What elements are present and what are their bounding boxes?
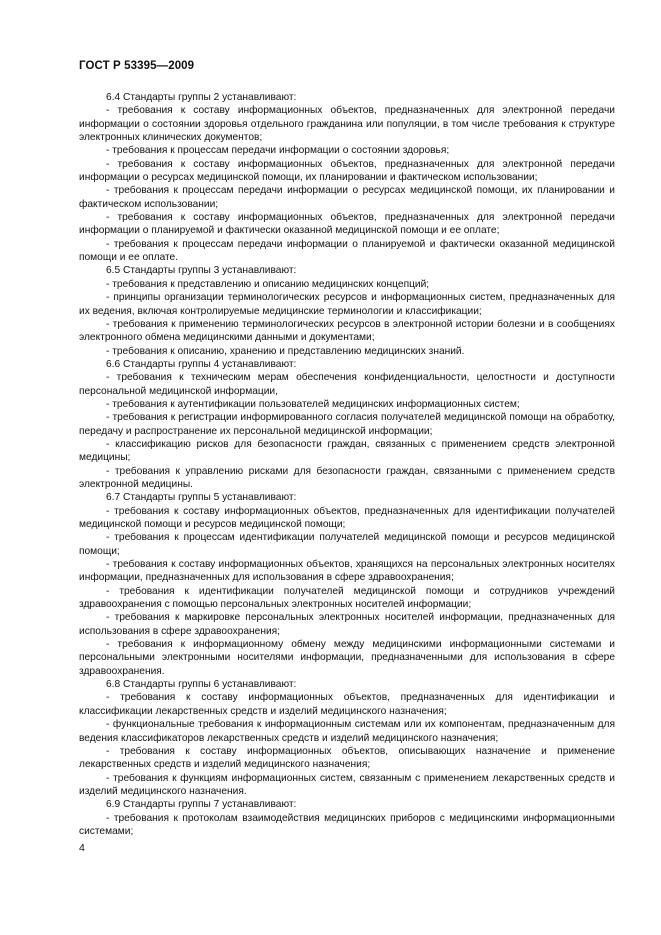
page-number: 4: [79, 842, 85, 854]
paragraph: - функциональные требования к информационным системам или их компонентам, предназначенным для ведения классификаторов лекарственных средств и изделий медицинского назначения;: [79, 719, 615, 744]
paragraph: - требования к информационному обмену между медицинскими информационными системами и персональными электронными носителями информации, предназначенными для использования в сфере здравоохранения.: [79, 639, 615, 677]
paragraph: - требования к представлению и описанию медицинских концепций;: [106, 278, 430, 290]
paragraph: 6.6 Стандарты группы 4 устанавливают:: [106, 358, 297, 370]
paragraph: - классификацию рисков для безопасности граждан, связанных с применением средств электронной медицины;: [79, 438, 615, 464]
paragraph: - требования к идентификации получателей медицинской помощи и сотрудников учреждений здравоохранения с помощью персональных электронных носителей информации;: [79, 585, 615, 611]
paragraph: - требования к составу информационных объектов, хранящихся на персональных электронных носителях информации, предназначенных для использования в сфере здравоохранения;: [79, 559, 615, 584]
paragraph: 6.8 Стандарты группы 6 устанавливают:: [106, 679, 297, 691]
paragraph: - требования к составу информационных объектов, предназначенных для идентификации и классификации лекарственных средств и изделий медицинского назначения;: [79, 692, 615, 717]
paragraph: 6.7 Стандарты группы 5 устанавливают:: [106, 492, 297, 504]
paragraph: - требования к составу информационных объектов, описывающих назначение и применение лекарственных средств и изделий медицинского назначения;: [79, 745, 615, 771]
paragraph: - требования к техническим мерам обеспечения конфиденциальности, целостности и доступности персональной медицинской информации,: [79, 372, 615, 397]
paragraph: - требования к процессам передачи информации о планируемой и фактически оказанной медицинской помощи и ее оплате.: [79, 238, 615, 264]
document-header: ГОСТ Р 53395—2009: [79, 60, 195, 72]
paragraph: - принципы организации терминологических ресурсов и информационных систем, предназначенных для их ведения, включая контролируемые медицинские терминологии и классификации;: [79, 292, 615, 317]
paragraph: - требования к протоколам взаимодействия медицинских приборов с медицинскими информационными системами;: [79, 812, 615, 837]
paragraph: 6.4 Стандарты группы 2 устанавливают:: [106, 92, 297, 103]
paragraph: - требования к процессам идентификации получателей медицинской помощи и ресурсов медицинской помощи;: [79, 532, 615, 557]
paragraph: - требования к регистрации информированного согласия получателей медицинской помощи на обработку, передачу и распространение их персональной медицинской информации;: [79, 412, 615, 437]
paragraph: - требования к аутентификации пользователей медицинских информационных систем;: [106, 398, 520, 410]
paragraph: 6.5 Стандарты группы 3 устанавливают:: [106, 265, 297, 277]
paragraph: - требования к применению терминологических ресурсов в электронной истории болезни и в сообщениях электронного обмена медицинскими данными и документами;: [79, 318, 615, 344]
paragraph: - требования к маркировке персональных электронных носителей информации, предназначенных для использования в сфере здравоохранения;: [79, 612, 615, 637]
paragraph: 6.9 Стандарты группы 7 устанавливают:: [106, 799, 297, 811]
paragraph: - требования к составу информационных объектов, предназначенных для электронной передачи информации о состоянии здоровья отдельного гражданина или популяции, в том числе требования к структуре электронных клинических документов;: [79, 105, 615, 144]
paragraph: - требования к процессам передачи информации о состоянии здоровья;: [106, 145, 450, 157]
document-body: [79, 91, 615, 838]
paragraph: - требования к составу информационных объектов, предназначенных для электронной передачи информации о ресурсах медицинской помощи, их планировании и фактическом использовании;: [79, 158, 615, 184]
paragraph: - требования к составу информационных объектов, предназначенных для идентификации получателей медицинской помощи и ресурсов медицинской помощи;: [79, 505, 615, 530]
paragraph: - требования к управлению рисками для безопасности граждан, связанными с применением средств электронной медицины.: [79, 465, 615, 490]
paragraph: - требования к процессам передачи информации о ресурсах медицинской помощи, их планировании и фактическом использовании;: [79, 185, 615, 210]
paragraph: - требования к составу информационных объектов, предназначенных для электронной передачи информации о планируемой и фактически оказанной медицинской помощи и ее оплате;: [79, 212, 615, 237]
paragraph: - требования к описанию, хранению и представлению медицинских знаний.: [106, 345, 465, 357]
paragraph: - требования к функциям информационных систем, связанным с применением лекарственных средств и изделий медицинского назначения.: [79, 772, 615, 797]
